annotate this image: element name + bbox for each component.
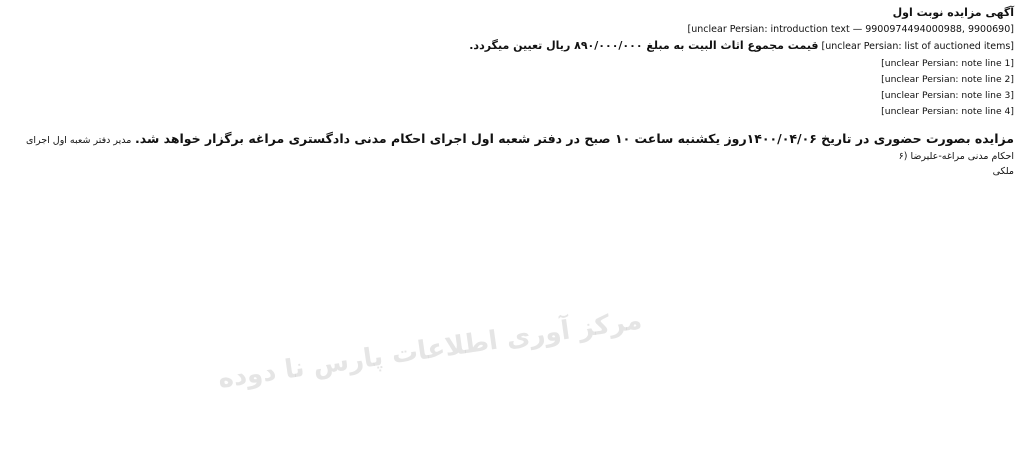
watermark: مرکز آوری اطلاعات پارس نا دوده (216, 305, 644, 395)
note-line: [unclear Persian: note line 1] (881, 58, 1014, 70)
notice-intro: [unclear Persian: introduction text — 9900974494000988, 9900690] (687, 24, 1014, 35)
total-price-line: قیمت مجموع اثاث البیت به مبلغ ۸۹۰/۰۰۰/۰۰۰ ریال تعیین میگردد. (469, 39, 819, 52)
note-line: [unclear Persian: note line 4] (881, 106, 1014, 118)
items-text: [unclear Persian: list of auctioned items] (821, 41, 1014, 52)
signature-line: مدیر دفتر شعبه اول اجرای احکام مدنی مراغه-علیرضا (۶ (25, 135, 1014, 163)
notice-title: آگهی مزایده نوبت اول (892, 6, 1014, 19)
notice-items (10, 39, 1014, 54)
signature-name: ملکی (992, 166, 1014, 178)
note-line: [unclear Persian: note line 3] (881, 90, 1014, 102)
note-line: [unclear Persian: note line 2] (881, 74, 1014, 86)
notice-footer (10, 131, 1014, 179)
notice-notes (10, 56, 1014, 119)
auction-date-line: مزایده بصورت حضوری در تاریخ ۱۴۰۰/۰۴/۰۶روز یکشنبه ساعت ۱۰ صبح در دفتر شعبه اول اجرای احکام مدنی دادگستری مراغه برگزار خواهد شد. (134, 131, 1014, 147)
